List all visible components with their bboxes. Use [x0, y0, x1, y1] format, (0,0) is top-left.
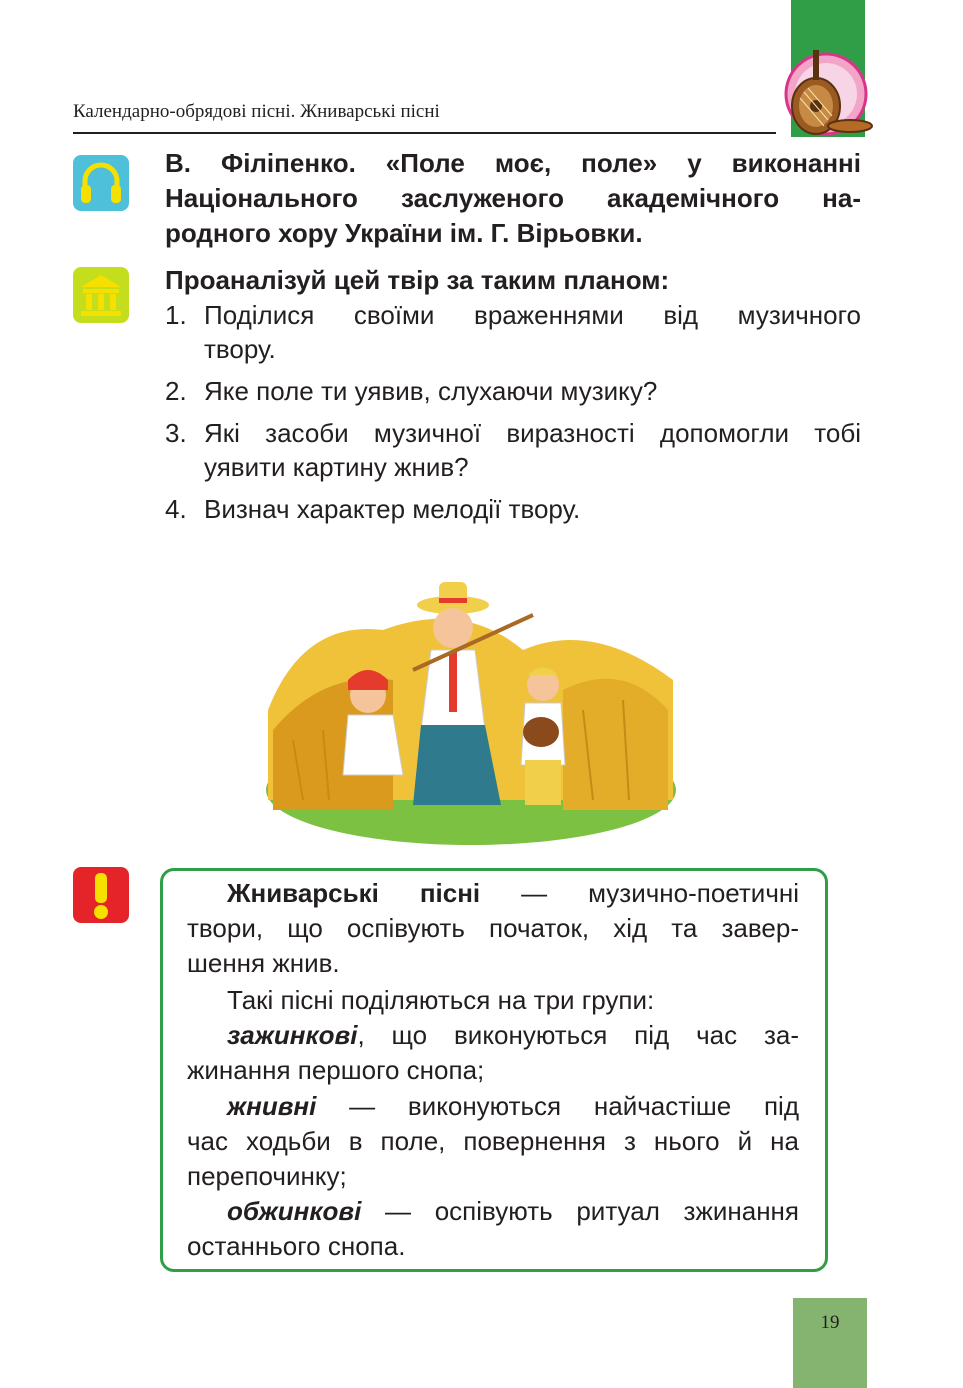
definition-line: Такі пісні поділяються на три групи: [227, 985, 655, 1015]
definition-line: жинання першого снопа; [187, 1055, 485, 1085]
listening-line-2: Національного заслуженого академічного на- [165, 183, 861, 213]
definition-line: Жниварські пісні — музично-поетичні [227, 878, 799, 908]
header-rule [73, 132, 776, 134]
list-item: 2. Яке поле ти уявив, слухаючи музику? [165, 376, 658, 406]
definition-line: останнього снопа. [187, 1231, 406, 1261]
list-item: 1. Поділися своїми враженнями від музичного твору. [165, 300, 861, 364]
definition-line: обжинкові — оспівують ритуал зжинання [227, 1196, 799, 1226]
definition-line: шення жнив. [187, 948, 340, 978]
running-header: Календарно-обрядові пісні. Жниварські пісні [73, 101, 440, 122]
analysis-plan-list [165, 298, 861, 534]
definition-line: зажинкові, що виконуються під час за- [227, 1020, 799, 1050]
group-term: зажинкові [227, 1020, 358, 1050]
analysis-heading: Проаналізуй цей твір за таким планом: [165, 265, 670, 295]
definition-line: жнивні — виконуються найчастіше під [227, 1091, 799, 1121]
exclamation-icon [73, 867, 129, 923]
columns-building-icon [73, 267, 129, 323]
group-term: жнивні [227, 1091, 317, 1121]
harvest-illustration [263, 560, 679, 850]
list-item: 3. Які засоби музичної виразності допомогли тобі уявити картину жнив? [165, 418, 861, 482]
definition-line: твори, що оспівують початок, хід та завер- [187, 913, 799, 943]
page-number: 19 [820, 1312, 840, 1333]
definition-line: перепочинку; [187, 1161, 347, 1191]
bandura-emblem-icon [768, 44, 878, 139]
listening-line-3: родного хору України ім. Г. Вірьовки. [165, 218, 643, 248]
list-item: 4. Визнач характер мелодії твору. [165, 494, 581, 524]
page-number-tab [793, 1298, 867, 1388]
headphones-icon [73, 155, 129, 211]
definition-term: Жниварські пісні [227, 878, 481, 908]
group-term: обжинкові [227, 1196, 362, 1226]
listening-line-1: В. Філіпенко. «Поле моє, поле» у виконанні [165, 148, 861, 178]
definition-line: час ходьби в поле, повернення з нього й на [187, 1126, 799, 1156]
